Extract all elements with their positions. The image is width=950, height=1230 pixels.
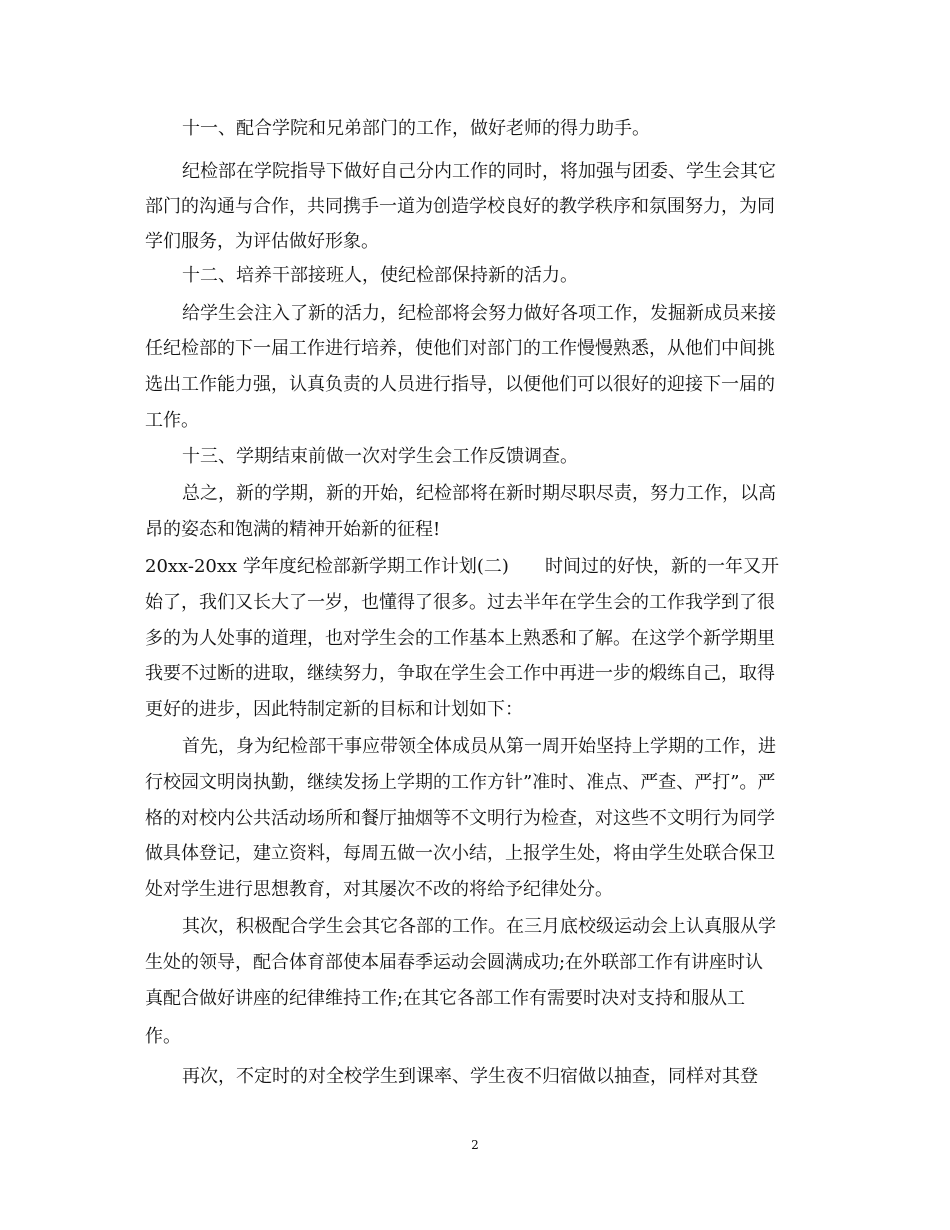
text-line: 十三、学期结束前做一次对学生会工作反馈调查。 xyxy=(182,446,578,467)
text-line: 十一、配合学院和兄弟部门的工作，做好老师的得力助手。 xyxy=(182,118,650,139)
text-line: 给学生会注入了新的活力，纪检部将会努力做好各项工作，发掘新成员来接 xyxy=(182,303,776,324)
text-line: 选出工作能力强，认真负责的人员进行指导，以便他们可以很好的迎接下一届的 xyxy=(145,374,775,395)
text-line: 真配合做好讲座的纪律维持工作;在其它各部工作有需要时决对支持和服从工 xyxy=(145,988,746,1009)
text-line: 部门的沟通与合作，共同携手一道为创造学校良好的教学秩序和氛围努力，为同 xyxy=(145,196,775,217)
text-line: 昂的姿态和饱满的精神开始新的征程! xyxy=(145,519,441,540)
text-line: 纪检部在学院指导下做好自己分内工作的同时，将加强与团委、学生会其它 xyxy=(182,161,776,182)
text-line: 总之，新的学期，新的开始，纪检部将在新时期尽职尽责，努力工作，以高 xyxy=(182,483,776,504)
text-line: 再次，不定时的对全校学生到课率、学生夜不归宿做以抽查，同样对其登 xyxy=(182,1066,758,1087)
text-line: 格的对校内公共活动场所和餐厅抽烟等不文明行为检查，对这些不文明行为同学 xyxy=(145,808,775,829)
text-line: 生处的领导，配合体育部使本届春季运动会圆满成功;在外联部工作有讲座时认 xyxy=(145,952,764,973)
text-line: 工作。 xyxy=(145,410,199,431)
text-line: 行校园文明岗执勤，继续发扬上学期的工作方针”准时、准点、严查、严打”。严 xyxy=(145,772,776,793)
text-line: 学们服务，为评估做好形象。 xyxy=(145,231,379,252)
text-line: 更好的进步，因此特制定新的目标和计划如下： xyxy=(145,699,523,720)
text-line: 20xx-20xx 学年度纪检部新学期工作计划(二) 时间过的好快，新的一年又开 xyxy=(145,556,779,577)
text-line: 多的为人处事的道理，也对学生会的工作基本上熟悉和了解。在这学个新学期里 xyxy=(145,628,775,649)
text-line: 十二、培养干部接班人，使纪检部保持新的活力。 xyxy=(182,265,578,286)
page-number: 2 xyxy=(471,1138,479,1152)
text-line: 我要不过断的进取，继续努力，争取在学生会工作中再进一步的煅练自己，取得 xyxy=(145,663,775,684)
text-line: 做具体登记，建立资料，每周五做一次小结，上报学生处，将由学生处联合保卫 xyxy=(145,843,775,864)
text-line: 其次，积极配合学生会其它各部的工作。在三月底校级运动会上认真服从学 xyxy=(182,916,776,937)
text-line: 任纪检部的下一届工作进行培养，使他们对部门的工作慢慢熟悉，从他们中间挑 xyxy=(145,338,775,359)
text-line: 处对学生进行思想教育，对其屡次不改的将给予纪律处分。 xyxy=(145,879,613,900)
text-line: 作。 xyxy=(145,1026,181,1047)
text-line: 首先，身为纪检部干事应带领全体成员从第一周开始坚持上学期的工作，进 xyxy=(182,736,776,757)
text-line: 始了，我们又长大了一岁，也懂得了很多。过去半年在学生会的工作我学到了很 xyxy=(145,592,775,613)
